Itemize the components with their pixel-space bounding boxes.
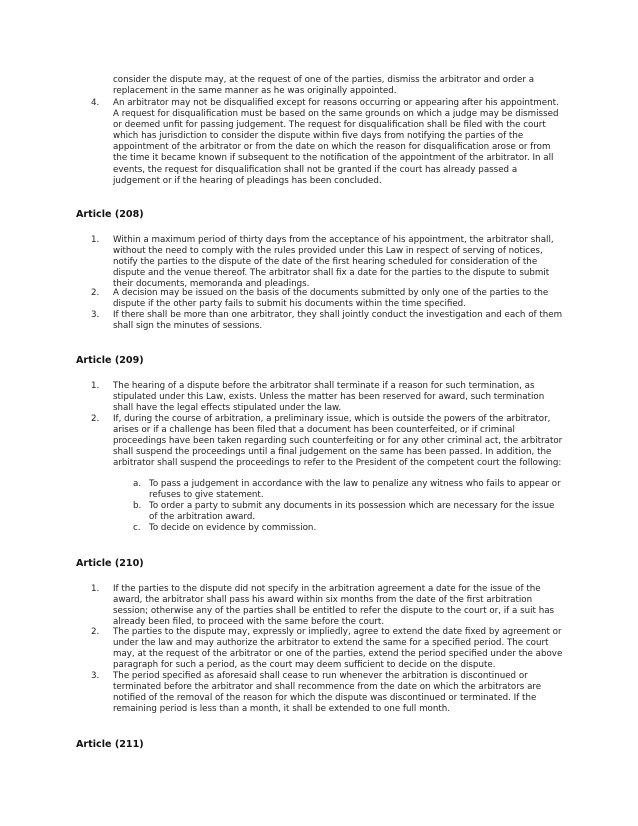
list-number: 2. <box>91 288 100 298</box>
list-text: A decision may be issued on the basis of the documents submitted by only one of the parties to the dispute if the other party fails to submit his documents within the time specified. <box>113 288 549 310</box>
list-number: 3. <box>91 310 100 320</box>
list-number: 1. <box>91 235 100 245</box>
continuation-paragraph: consider the dispute may, at the request of one of the parties, dismiss the arbitrator and order a replacement in the same manner as he was originally appointed. <box>113 75 535 97</box>
list-number: 3. <box>91 671 100 681</box>
sub-list-letter: c. <box>133 523 141 533</box>
list-text: If, during the course of arbitration, a preliminary issue, which is outside the powers of the arbitrator, arises or if a challenge has been filed that a document has been counterfeited, or if criminal proceedings have been taken regarding such counterfeiting or for any other criminal act, the arbitrator shall suspend the proceedings until a final judgement on the same has been passed. In addition, the arbitrator shall suspend the proceedings to refer to the President of the competent court the following: <box>113 414 563 469</box>
list-number: 1. <box>91 381 100 391</box>
list-text: The hearing of a dispute before the arbitrator shall terminate if a reason for such termination, as stipulated under this Law, exists. Unless the matter has been reserved for award, such termination shall have the legal effects stipulated under the law. <box>113 381 545 414</box>
list-text: Within a maximum period of thirty days from the acceptance of his appointment, the arbitrator shall, without the need to comply with the rules provided under this Law in respect of serving of notices, notify the parties to the dispute of the date of the first hearing scheduled for consideration of the dispute and the venue thereof. The arbitrator shall fix a date for the parties to the dispute to submit their documents, memoranda and pleadings. <box>113 235 554 290</box>
list-text: The period specified as aforesaid shall cease to run whenever the arbitration is discontinued or terminated before the arbitrator and shall recommence from the date on which the arbitrators are notified of the removal of the reason for which the dispute was discontinued or terminated. If the remaining period is less than a month, it shall be extended to one full month. <box>113 671 542 715</box>
sub-list-text: To order a party to submit any documents in its possession which are necessary for the issue of the arbitration award. <box>149 501 555 523</box>
list-number: 2. <box>91 414 100 424</box>
article-heading-209: Article (209) <box>76 355 144 366</box>
sub-list-text: To decide on evidence by commission. <box>149 523 317 533</box>
list-number: 2. <box>91 627 100 637</box>
article-heading-210: Article (210) <box>76 558 144 569</box>
list-text: If the parties to the dispute did not specify in the arbitration agreement a date for the issue of the award, the arbitrator shall pass his award within six months from the date of the first arbitration session; otherwise any of the parties shall be entitled to refer the dispute to the court or, if a suit has already been filed, to proceed with the same before the court. <box>113 584 555 628</box>
sub-list-letter: b. <box>133 501 142 511</box>
list-text: If there shall be more than one arbitrator, they shall jointly conduct the investigation and each of them shall sign the minutes of sessions. <box>113 310 563 332</box>
list-number: 4. <box>91 98 100 108</box>
sub-list-letter: a. <box>133 479 142 489</box>
article-heading-211: Article (211) <box>76 739 144 750</box>
article-heading-208: Article (208) <box>76 209 144 220</box>
list-number: 1. <box>91 584 100 594</box>
list-text: The parties to the dispute may, expressly or impliedly, agree to extend the date fixed by agreement or under the law and may authorize the arbitrator to extend the same for a specified period. The court may, at the request of the arbitrator or one of the parties, extend the period specified under the above paragraph for such a period, as the court may deem sufficient to decide on the dispute. <box>113 627 563 671</box>
list-text: An arbitrator may not be disqualified except for reasons occurring or appearing after his appointment. A request for disqualification must be based on the same grounds on which a judge may be dismissed or deemed unfit for passing judgement. The request for disqualification shall be filed with the court which has jurisdiction to consider the dispute within five days from notifying the parties of the appointment of the arbitrator or from the date on which the reason for disqualification arose or from the time it became known if subsequent to the notification of the appointment of the arbitrator. In all events, the request for disqualification shall not be granted if the court has already passed a judgement or if the hearing of pleadings has been concluded. <box>113 98 559 186</box>
sub-list-text: To pass a judgement in accordance with the law to penalize any witness who fails to appear or refuses to give statement. <box>149 479 561 501</box>
